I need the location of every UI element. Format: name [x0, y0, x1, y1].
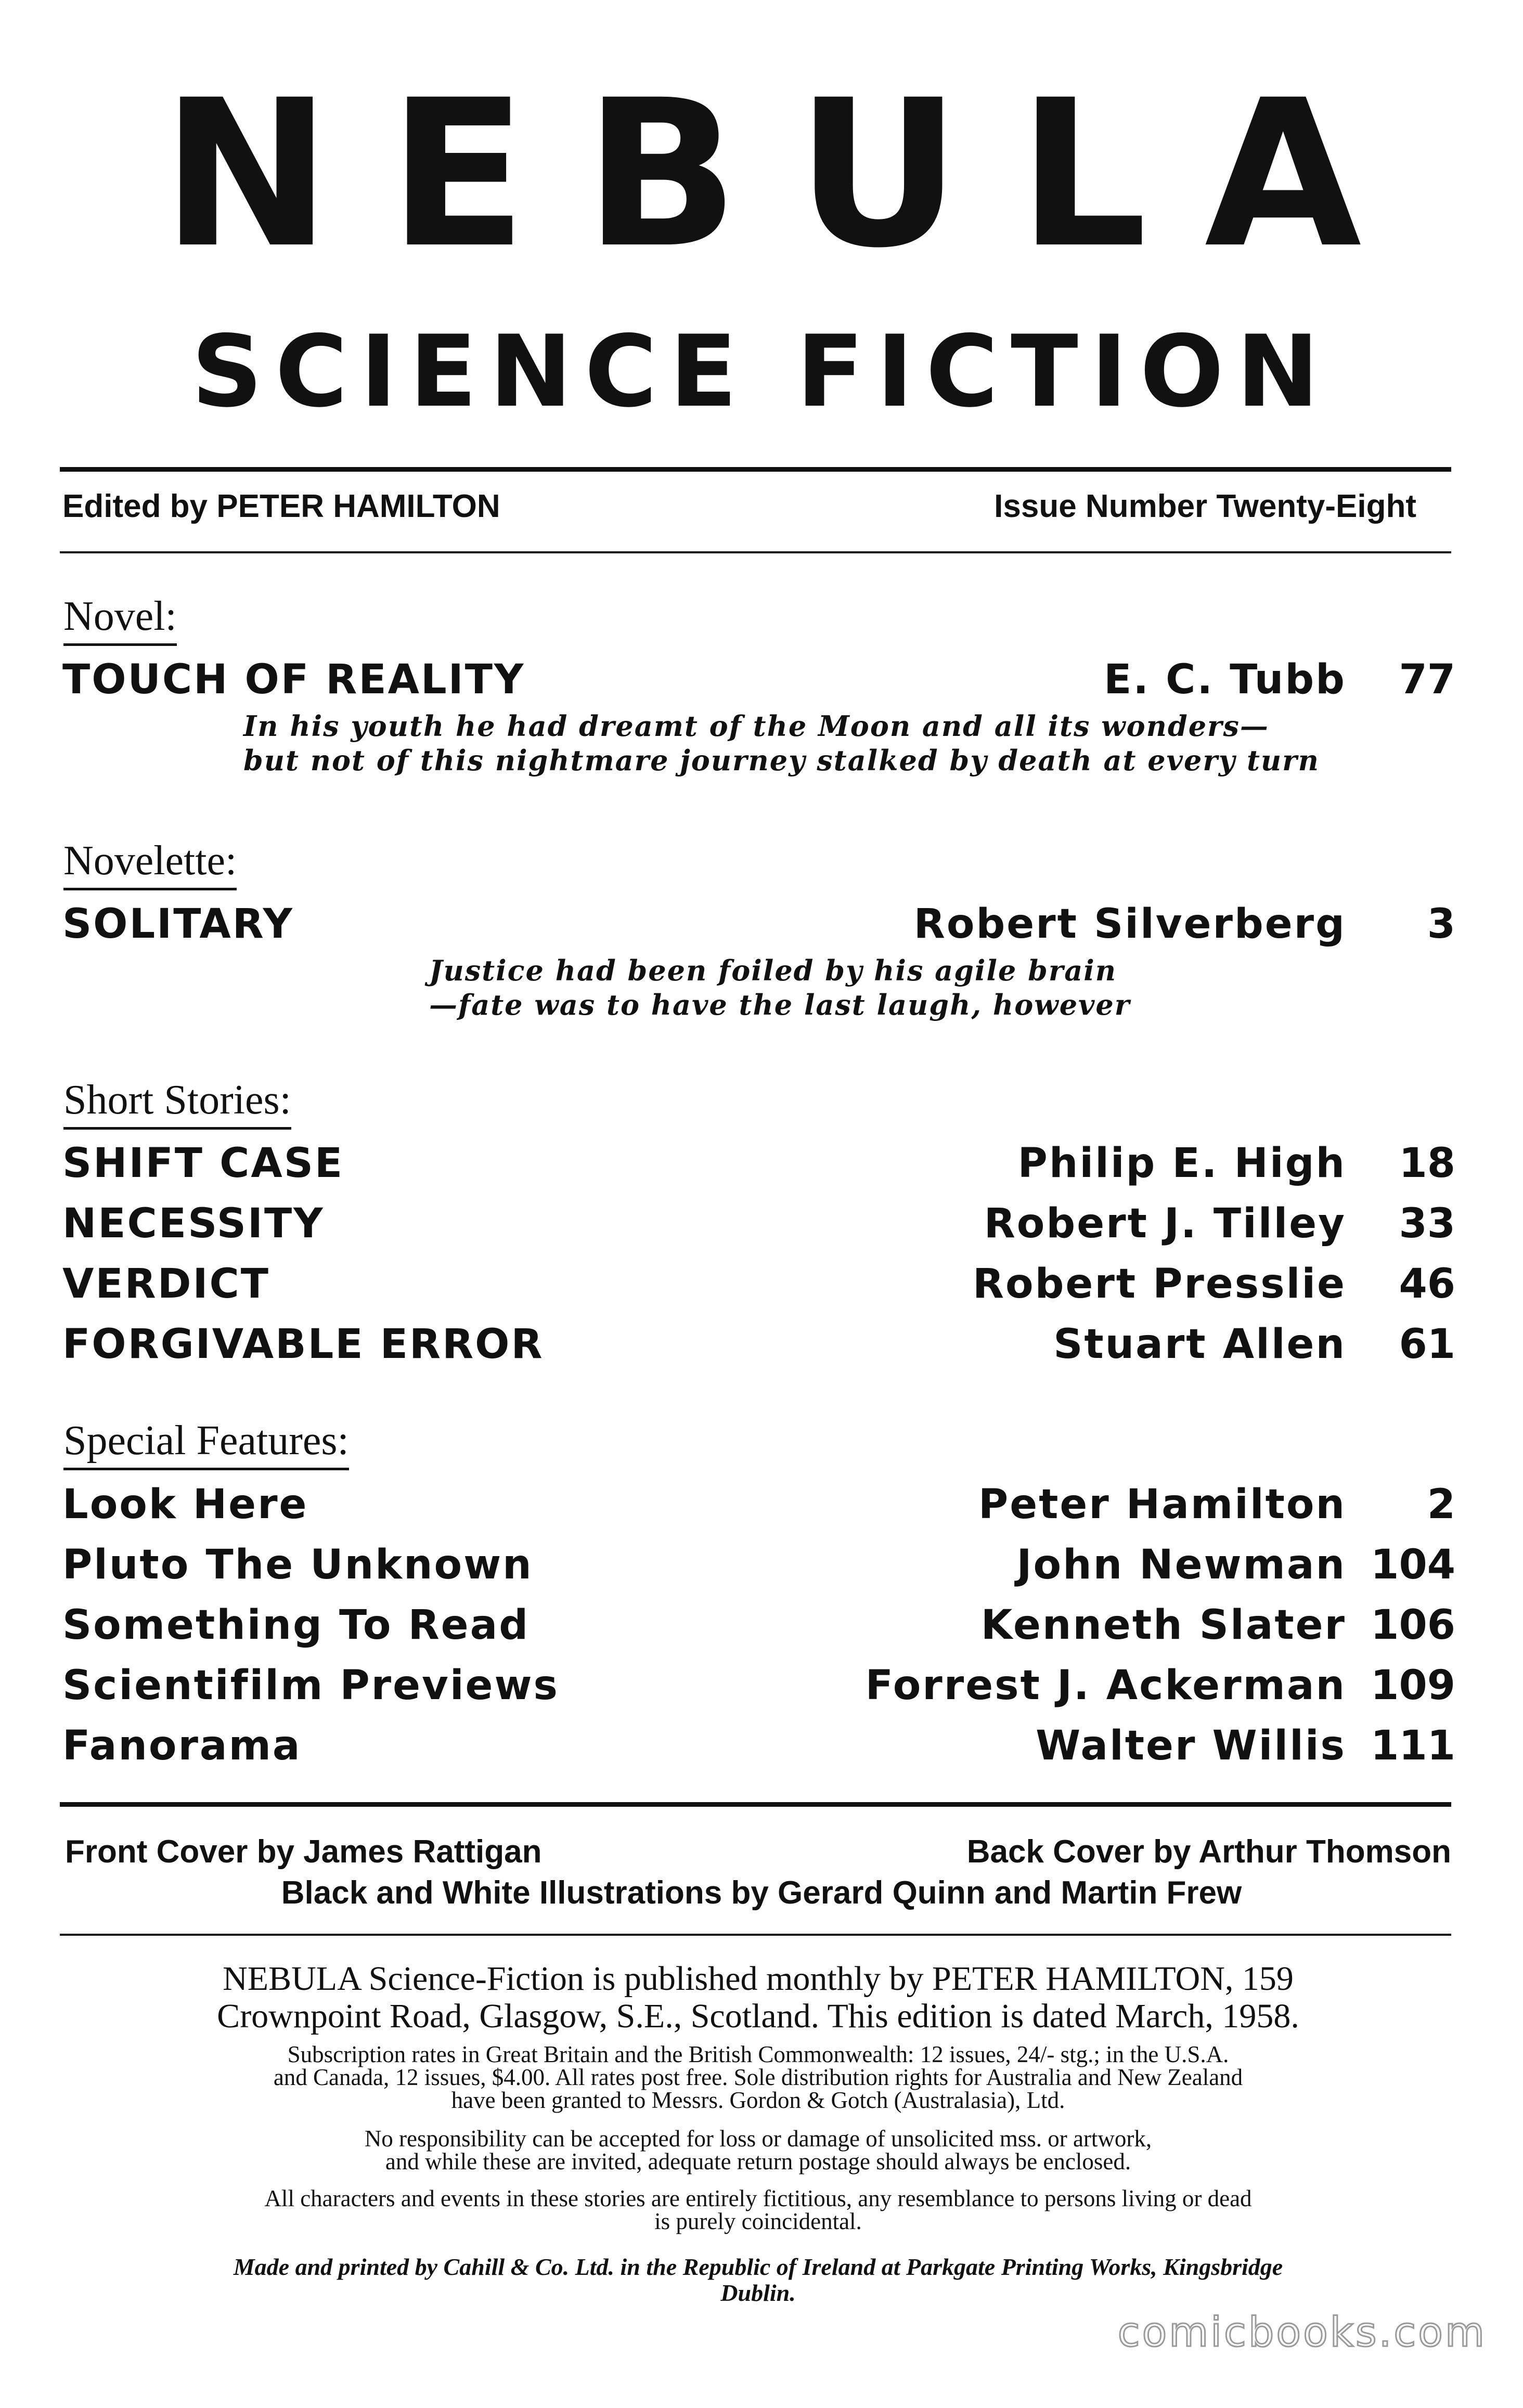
front-cover-credit: Front Cover by James Rattigan [65, 1834, 542, 1870]
entry-title: Pluto The Unknown [62, 1542, 533, 1588]
back-cover-credit: Back Cover by Arthur Thomson [966, 1834, 1451, 1870]
entry-page-number: 104 [1371, 1542, 1455, 1588]
entry-title: SOLITARY [62, 901, 294, 948]
entry-page-number: 106 [1371, 1602, 1455, 1649]
section-label-short-stories [63, 1077, 291, 1130]
entry-page-number: 3 [1427, 901, 1455, 948]
magazine-logo-title: NEBULA [161, 56, 1419, 292]
entry-page-number: 33 [1399, 1200, 1455, 1247]
entry-blurb-line: Justice had been foiled by his agile brain [429, 954, 1117, 987]
editor-credit: Edited by PETER HAMILTON [62, 488, 500, 524]
issue-number: Issue Number Twenty-Eight [994, 488, 1416, 524]
section-label-text: Novel: [63, 593, 177, 639]
entry-page-number: 18 [1399, 1140, 1455, 1187]
entry-author: Forrest J. Ackerman [865, 1662, 1346, 1709]
publisher-line: Crownpoint Road, Glasgow, S.E., Scotland. This edition is dated March, 1958. [217, 1997, 1299, 2035]
entry-author: Philip E. High [1017, 1140, 1346, 1187]
entry-title: Look Here [62, 1481, 308, 1528]
entry-page-number: 77 [1399, 656, 1455, 703]
entry-page-number: 2 [1427, 1481, 1455, 1528]
entry-author: John Newman [1016, 1542, 1346, 1588]
section-underline [63, 1127, 291, 1130]
entry-title: FORGIVABLE ERROR [62, 1321, 544, 1368]
entry-author: Robert Presslie [972, 1261, 1346, 1307]
entry-author: Walter Willis [1036, 1723, 1346, 1769]
entry-blurb-line: but not of this nightmare journey stalked by death at every turn [243, 744, 1320, 777]
entry-page-number: 46 [1399, 1261, 1455, 1307]
entry-blurb-line: —fate was to have the last laugh, however [429, 988, 1131, 1021]
entry-title: TOUCH OF REALITY [62, 656, 525, 703]
entry-title: Something To Read [62, 1602, 530, 1649]
fiction-disclaimer-line: All characters and events in these stories are entirely fictitious, any resemblance to persons living or dead [264, 2185, 1252, 2211]
entry-title: VERDICT [62, 1261, 270, 1307]
entry-title: NECESSITY [62, 1200, 325, 1247]
section-underline [63, 888, 237, 890]
watermark: comicbooks.com [1117, 2309, 1487, 2356]
printer-line: Dublin. [720, 2280, 796, 2306]
entry-author: Kenneth Slater [980, 1602, 1346, 1649]
entry-author: Robert Silverberg [913, 901, 1346, 948]
entry-title: Fanorama [62, 1723, 302, 1769]
section-underline [63, 1468, 349, 1470]
entry-title: Scientifilm Previews [62, 1662, 559, 1709]
header-bottom-rule [60, 551, 1451, 553]
credits-top-rule [60, 1802, 1451, 1807]
section-underline [63, 643, 177, 646]
entry-author: Robert J. Tilley [984, 1200, 1346, 1247]
entry-title: SHIFT CASE [62, 1140, 344, 1187]
illustrations-credit: Black and White Illustrations by Gerard Quinn and Martin Frew [281, 1875, 1242, 1911]
responsibility-line: and while these are invited, adequate return postage should always be enclosed. [385, 2148, 1131, 2174]
entry-page-number: 61 [1399, 1321, 1455, 1368]
subscription-line: and Canada, 12 issues, $4.00. All rates post free. Sole distribution rights for Australia and New Zealand [273, 2064, 1243, 2090]
fiction-disclaimer-line: is purely coincidental. [654, 2208, 862, 2234]
publisher-line: NEBULA Science-Fiction is published monthly by PETER HAMILTON, 159 [223, 1960, 1294, 1998]
subscription-line: Subscription rates in Great Britain and the British Commonwealth: 12 issues, 24/- stg.; in the U.S.A. [287, 2041, 1229, 2067]
credits-bottom-rule [60, 1934, 1451, 1936]
section-label-text: Special Features: [63, 1418, 349, 1464]
section-label-novel [63, 593, 177, 646]
section-label-novelette [63, 837, 237, 890]
subscription-line: have been granted to Messrs. Gordon & Gotch (Australasia), Ltd. [451, 2087, 1065, 2113]
entry-page-number: 111 [1371, 1723, 1455, 1769]
section-label-special-features [63, 1417, 349, 1470]
responsibility-line: No responsibility can be accepted for loss or damage of unsolicited mss. or artwork, [364, 2126, 1152, 2152]
entry-blurb-line: In his youth he had dreamt of the Moon and all its wonders— [243, 709, 1269, 743]
printer-line: Made and printed by Cahill & Co. Ltd. in the Republic of Ireland at Parkgate Printing Works, Kingsbridge [233, 2254, 1283, 2280]
entry-page-number: 109 [1371, 1662, 1455, 1709]
entry-author: E. C. Tubb [1104, 656, 1346, 703]
magazine-logo-subtitle: SCIENCE FICTION [191, 314, 1332, 429]
section-label-text: Novelette: [63, 838, 237, 884]
top-rule [60, 467, 1451, 472]
entry-author: Stuart Allen [1053, 1321, 1346, 1368]
entry-author: Peter Hamilton [978, 1481, 1346, 1528]
section-label-text: Short Stories: [63, 1077, 291, 1123]
